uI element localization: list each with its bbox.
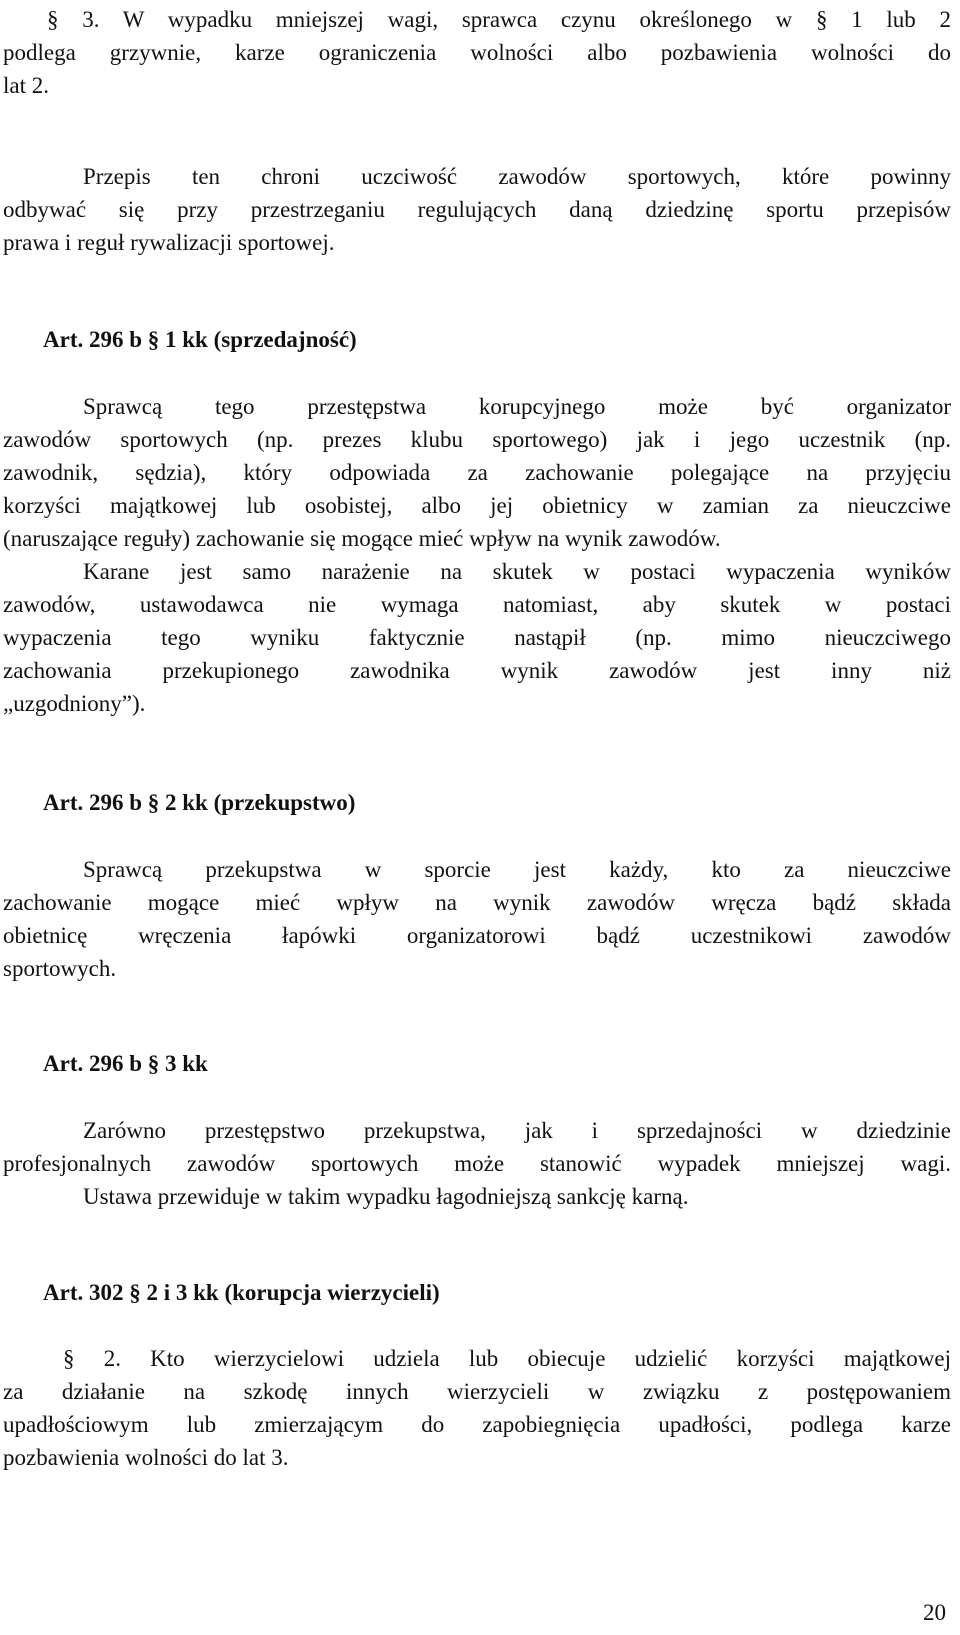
text-line: „uzgodniony”).: [3, 691, 146, 716]
text-line: Zarówno przestępstwo przekupstwa, jak i sprzedajności w dziedzinie: [83, 1118, 951, 1143]
text-line: (naruszające reguły) zachowanie się mogące mieć wpływ na wynik zawodów.: [3, 526, 721, 551]
text-line: Karane jest samo narażenie na skutek w postaci wypaczenia wyników: [83, 559, 951, 584]
paragraph-minor-case: [3, 1114, 951, 1213]
text-line: Sprawcą przekupstwa w sporcie jest każdy, kto za nieuczciwe: [83, 857, 951, 882]
text-line: § 2. Kto wierzycielowi udziela lub obiecuje udzielić korzyści majątkowej: [63, 1346, 951, 1371]
text-line: upadłościowym lub zmierzającym do zapobiegnięcia upadłości, podlega karze: [3, 1412, 951, 1437]
paragraph-przekupstwo: [3, 853, 951, 985]
paragraph-penalty-minor: [3, 3, 951, 102]
text-line: korzyści majątkowej lub osobistej, albo jej obietnicy w zamian za nieuczciwe: [3, 493, 951, 518]
section-heading-przekupstwo: Art. 296 b § 2 kk (przekupstwo): [43, 790, 356, 815]
page-number: 20: [923, 1600, 946, 1625]
text-line: sportowych.: [3, 956, 117, 981]
paragraph-korupcja-wierzycieli: [3, 1342, 951, 1474]
text-line: Ustawa przewiduje w takim wypadku łagodniejszą sankcję karną.: [83, 1184, 689, 1209]
document-page: [3, 0, 951, 1635]
section-heading-minor-case: Art. 296 b § 3 kk: [43, 1051, 208, 1076]
section-heading-korupcja-wierzycieli: Art. 302 § 2 i 3 kk (korupcja wierzycieli): [43, 1280, 440, 1305]
text-line: zachowanie mogące mieć wpływ na wynik zawodów wręcza bądź składa: [3, 890, 951, 915]
text-line: wypaczenia tego wyniku faktycznie nastąpił (np. mimo nieuczciwego: [3, 625, 951, 650]
text-line: zachowania przekupionego zawodnika wynik zawodów jest inny niż: [3, 658, 951, 683]
text-line: lat 2.: [3, 73, 49, 98]
text-line: prawa i reguł rywalizacji sportowej.: [3, 230, 335, 255]
text-line: obietnicę wręczenia łapówki organizatorowi bądź uczestnikowi zawodów: [3, 923, 951, 948]
paragraph-protection: [3, 160, 951, 259]
text-line: Przepis ten chroni uczciwość zawodów sportowych, które powinny: [83, 164, 951, 189]
paragraph-sprzedajnosc: [3, 390, 951, 720]
text-line: profesjonalnych zawodów sportowych może stanowić wypadek mniejszej wagi.: [3, 1151, 951, 1176]
text-line: Sprawcą tego przestępstwa korupcyjnego może być organizator: [83, 394, 951, 419]
text-line: zawodnik, sędzia), który odpowiada za zachowanie polegające na przyjęciu: [3, 460, 951, 485]
section-heading-sprzedajnosc: Art. 296 b § 1 kk (sprzedajność): [43, 327, 357, 352]
text-line: za działanie na szkodę innych wierzycieli w związku z postępowaniem: [3, 1379, 951, 1404]
text-line: zawodów, ustawodawca nie wymaga natomiast, aby skutek w postaci: [3, 592, 951, 617]
text-line: pozbawienia wolności do lat 3.: [3, 1445, 289, 1470]
text-line: odbywać się przy przestrzeganiu regulujących daną dziedzinę sportu przepisów: [3, 197, 951, 222]
text-line: podlega grzywnie, karze ograniczenia wolności albo pozbawienia wolności do: [3, 40, 951, 65]
text-line: § 3. W wypadku mniejszej wagi, sprawca czynu określonego w § 1 lub 2: [47, 7, 951, 32]
text-line: zawodów sportowych (np. prezes klubu sportowego) jak i jego uczestnik (np.: [3, 427, 951, 452]
